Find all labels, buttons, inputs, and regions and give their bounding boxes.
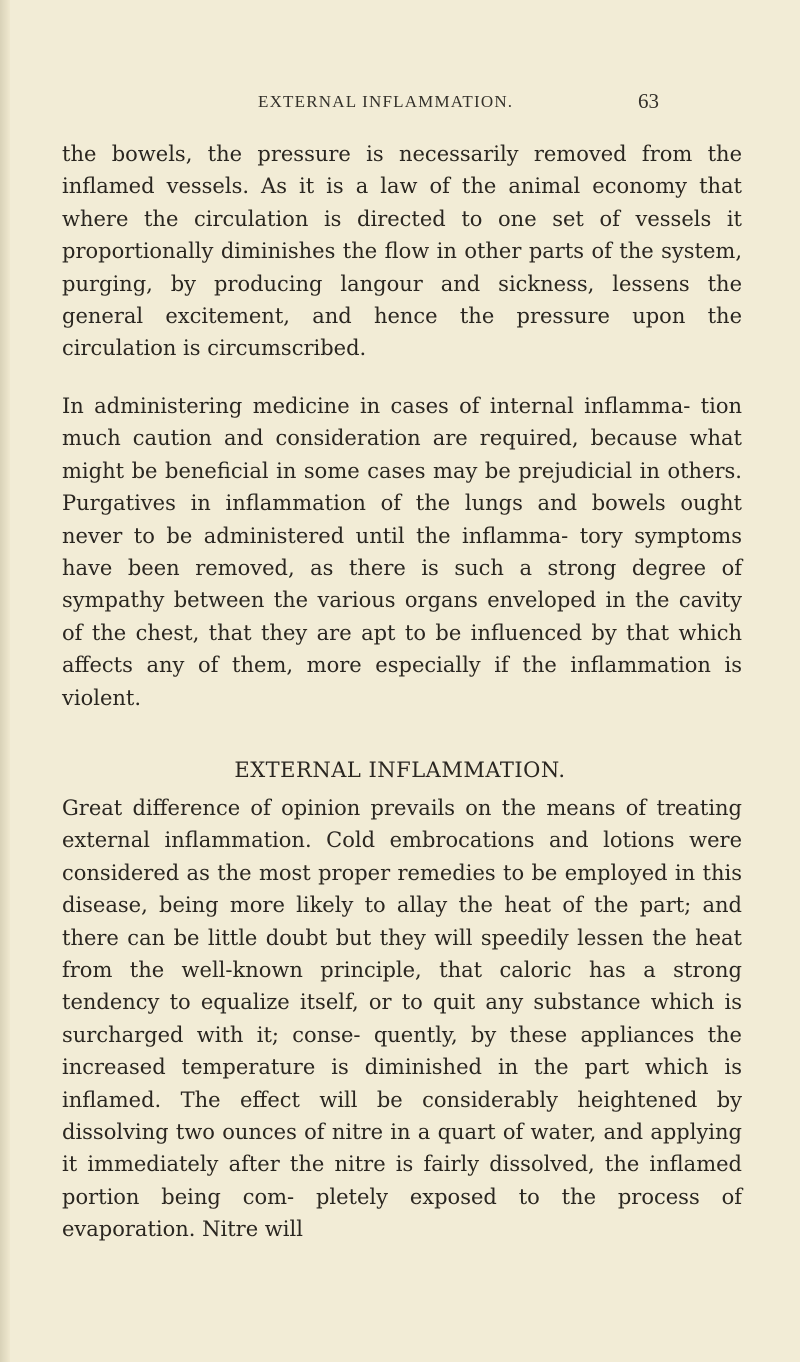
paragraph-continued xyxy=(62,138,742,365)
paragraph-text: the bowels, the pressure is necessarily removed from the inflamed vessels. As it is a law of the animal economy that where the circulation is directed to one set of vessels it proportionally diminishes the flow in other parts of the system, purging, by producing langour and sickness, lessens the general excitement, and hence the pressure upon the circulation is circumscribed. xyxy=(62,142,742,361)
page-edge xyxy=(0,0,10,1362)
running-title: EXTERNAL INFLAMMATION. xyxy=(258,92,514,111)
paragraph-external-inflammation xyxy=(62,792,742,1246)
page-number: 63 xyxy=(638,89,659,113)
section-heading: EXTERNAL INFLAMMATION. xyxy=(234,758,566,782)
paragraph-text: Great difference of opinion prevails on the means of treating external inflammation. Cold embrocations and lotions were considered as the most proper remedies to be employed in this disease, being more likely to allay the heat of the part; and there can be little doubt but they will speedily lessen the heat from the well-known principle, that caloric has a strong tendency to equalize itself, or to quit any substance which is surcharged with it; conse- quently, by these appliances the increased temperature is diminished in the part which is inflamed. The effect will be considerably heightened by dissolving two ounces of nitre in a quart of water, and applying it immediately after the nitre is fairly dissolved, the inflamed portion being com- pletely exposed to the process of evaporation. Nitre will xyxy=(62,796,742,1242)
page-header xyxy=(0,89,800,122)
paragraph-internal-inflammation xyxy=(62,390,742,714)
paragraph-text: In administering medicine in cases of internal inflamma- tion much caution and consideration are required, because what might be beneficial in some cases may be prejudicial in others. Purgatives in inflammation of the lungs and bowels ought never to be administered until the inflamma- tory symptoms have been removed, as there is such a strong degree of sympathy between the various organs enveloped in the cavity of the chest, that they are apt to be influenced by that which affects any of them, more especially if the inflammation is violent. xyxy=(62,394,742,710)
